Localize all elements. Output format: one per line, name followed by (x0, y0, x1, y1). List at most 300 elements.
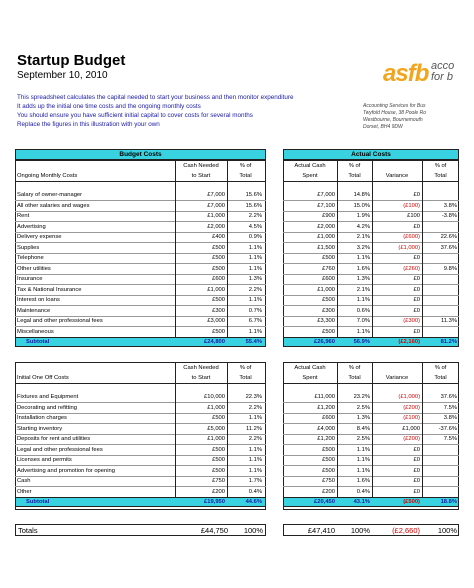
row-actual-pct: 1.3% (356, 276, 370, 282)
row-variance: £0 (413, 192, 420, 198)
address-line: Accounting Services for Bus (363, 103, 426, 109)
totals-actual-pct: 100% (350, 526, 370, 535)
row-label: Advertising and promotion for opening (17, 467, 115, 474)
row-variance: (£300) (403, 318, 420, 324)
row-cash-needed: £300 (212, 307, 225, 314)
table-row (15, 190, 266, 200)
row-budget-pct: 1.1% (248, 265, 262, 272)
subtotal-actual-pct: 56.9% (353, 339, 370, 345)
logo-side-line: acco (431, 60, 455, 72)
col-header-total: Total (239, 173, 252, 179)
col-header-actual-cash: Actual Cash (294, 163, 326, 169)
row-label: Fixtures and Equipment (17, 394, 79, 400)
subtotal-row (15, 497, 266, 507)
row-variance: £0 (413, 276, 420, 282)
header-divider (15, 181, 266, 182)
row-variance: £100 (407, 213, 420, 219)
subtotal-budget-pct: 55.4% (245, 339, 262, 345)
row-cash-needed: £500 (212, 446, 225, 453)
col-divider (175, 160, 176, 337)
row-cash-needed: £600 (212, 276, 225, 282)
table-row (15, 306, 266, 316)
table-row (283, 403, 459, 413)
row-variance-pct (422, 466, 459, 476)
row-actual-pct: 4.2% (356, 223, 370, 230)
subtotal-label: Subtotal (26, 339, 50, 345)
col-divider (227, 160, 228, 337)
col-header-spent: Spent (302, 173, 318, 179)
row-label: All other salaries and wages (17, 202, 90, 209)
oneoff-budget-table (15, 362, 266, 510)
row-variance: £0 (413, 223, 420, 230)
table-row (283, 211, 459, 221)
row-variance-pct: 9.8% (443, 265, 457, 272)
col-divider (422, 160, 423, 337)
table-row (283, 232, 459, 242)
table-row (283, 190, 459, 200)
row-variance: £0 (413, 457, 420, 463)
row-cash-needed: £500 (212, 457, 225, 463)
row-budget-pct: 1.1% (248, 457, 262, 463)
row-cash-needed: £2,000 (207, 223, 225, 230)
row-actual-spent: £1,000 (317, 286, 335, 293)
row-actual-pct: 1.1% (356, 328, 370, 335)
table-row (283, 327, 459, 337)
row-cash-needed: £500 (212, 297, 225, 303)
row-actual-pct: 1.1% (356, 457, 370, 463)
table-row (283, 466, 459, 476)
address-line: Dorset, BH4 9DW (363, 124, 403, 130)
logo-side-text (431, 61, 454, 83)
row-variance-pct (422, 455, 459, 465)
col-header-cash-needed: Cash Needed (183, 163, 219, 169)
row-variance: £0 (413, 478, 420, 484)
row-cash-needed: £500 (212, 255, 225, 261)
col-header-total: Total (348, 173, 361, 179)
intro-line: This spreadsheet calculates the capital needed to start your business and then monitor expenditure (17, 94, 294, 101)
table-header-row (283, 161, 459, 171)
row-variance-pct (422, 190, 459, 200)
totals-budget-pct: 100% (243, 526, 263, 535)
row-actual-pct: 15.0% (353, 202, 370, 209)
subtotal-actual-pct: 43.1% (353, 499, 370, 505)
subtotal-row (283, 497, 459, 507)
subtotal-budget-pct: 44.6% (245, 499, 262, 505)
col-header-spent: Spent (302, 375, 318, 381)
row-budget-pct: 15.6% (245, 202, 262, 209)
row-budget-pct: 0.4% (248, 488, 262, 495)
col-divider (337, 362, 338, 497)
col-divider (175, 362, 176, 497)
table-row (15, 211, 266, 221)
row-variance: £0 (413, 328, 420, 335)
row-label: Decorating and refitting (17, 404, 77, 411)
page-date: September 10, 2010 (17, 70, 108, 81)
table-row (283, 222, 459, 232)
col-header-pct: % of (239, 365, 252, 371)
row-label: Interest on loans (17, 297, 60, 303)
table-row (283, 306, 459, 316)
row-label: Delivery expense (17, 234, 62, 240)
row-cash-needed: £3,000 (207, 318, 225, 324)
row-budget-pct: 4.5% (248, 223, 262, 230)
table-header-row (283, 373, 459, 383)
table-row (15, 232, 266, 242)
col-header-var-pct: % of (434, 365, 447, 371)
table-row (283, 285, 459, 295)
row-variance-pct: 3.8% (443, 415, 457, 421)
row-variance: £0 (413, 307, 420, 314)
header-divider (283, 383, 459, 384)
table-row (15, 466, 266, 476)
table-row (283, 264, 459, 274)
company-address (363, 103, 474, 131)
row-variance: £0 (413, 446, 420, 453)
address-line: Twyfold House, 38 Poole Ro (363, 110, 426, 116)
row-label: Telephone (17, 255, 44, 261)
row-actual-pct: 1.9% (356, 213, 370, 219)
row-budget-pct: 2.2% (248, 436, 262, 442)
row-budget-pct: 0.7% (248, 307, 262, 314)
row-cash-needed: £750 (212, 478, 225, 484)
oneoff-actual-table (283, 362, 459, 510)
table-row (15, 295, 266, 305)
col-header-total: Total (348, 375, 361, 381)
row-cash-needed: £500 (212, 328, 225, 335)
row-variance: (£200) (403, 404, 420, 411)
row-variance-pct: 22.6% (440, 234, 457, 240)
table-row (15, 434, 266, 444)
row-variance-pct (422, 295, 459, 305)
section-title: Initial One Off Costs (17, 375, 69, 381)
intro-text (17, 93, 294, 129)
table-row (15, 413, 266, 423)
table-row (283, 201, 459, 211)
row-actual-pct: 2.1% (356, 234, 370, 240)
row-label: Other utilities (17, 265, 51, 272)
col-header-pct: % of (239, 163, 252, 169)
table-row (15, 253, 266, 263)
row-variance-pct: 37.6% (440, 394, 457, 400)
row-actual-spent: £500 (322, 328, 335, 335)
row-label: Starting inventory (17, 425, 63, 432)
row-actual-pct: 23.2% (353, 394, 370, 400)
row-actual-pct: 1.1% (356, 446, 370, 453)
company-logo (383, 58, 474, 94)
row-variance-pct: 7.5% (443, 404, 457, 411)
row-variance: £1,000 (402, 425, 420, 432)
row-variance-pct: 11.3% (440, 318, 457, 324)
row-cash-needed: £500 (212, 415, 225, 421)
table-row (15, 403, 266, 413)
row-label: Legal and other professional fees (17, 446, 103, 453)
table-row (15, 285, 266, 295)
monthly-budget-table (15, 160, 266, 345)
row-label: Installation charges (17, 415, 67, 421)
table-row (15, 327, 266, 337)
table-row (15, 487, 266, 497)
intro-line: Replace the figures in this illustration with your own (17, 121, 160, 128)
row-actual-pct: 8.4% (356, 425, 370, 432)
budget-costs-header: Budget Costs (15, 149, 266, 160)
totals-cash-needed: £44,750 (200, 526, 228, 535)
table-row (15, 445, 266, 455)
row-budget-pct: 1.1% (248, 297, 262, 303)
row-actual-pct: 1.3% (356, 415, 370, 421)
row-budget-pct: 1.1% (248, 328, 262, 335)
subtotal-variance-pct: 81.2% (440, 339, 457, 345)
row-actual-spent: £500 (322, 446, 335, 453)
col-header-actual-cash: Actual Cash (294, 365, 326, 371)
table-row (15, 201, 266, 211)
table-row (15, 424, 266, 434)
row-label: Rent (17, 213, 30, 219)
row-actual-spent: £600 (322, 415, 335, 421)
row-actual-spent: £760 (322, 265, 335, 272)
table-row (15, 316, 266, 326)
row-actual-pct: 0.6% (356, 307, 370, 314)
subtotal-cash-needed: £19,950 (204, 499, 225, 505)
subtotal-cash-needed: £24,800 (204, 339, 225, 345)
subtotal-variance: (£2,160) (398, 339, 420, 345)
row-variance-pct (422, 476, 459, 486)
row-label: Supplies (17, 244, 40, 251)
row-variance-pct (422, 327, 459, 337)
row-variance: £0 (413, 286, 420, 293)
table-row (283, 434, 459, 444)
row-variance: (£1,000) (398, 394, 420, 400)
col-header-to-start: to Start (191, 375, 211, 381)
row-actual-pct: 2.1% (356, 286, 370, 293)
row-cash-needed: £1,000 (207, 404, 225, 411)
row-actual-spent: £2,000 (317, 223, 335, 230)
row-variance-pct (422, 487, 459, 497)
col-divider (422, 362, 423, 497)
row-variance-pct (422, 306, 459, 316)
row-actual-spent: £11,000 (314, 394, 335, 400)
row-variance: £0 (413, 467, 420, 474)
subtotal-row (283, 337, 459, 347)
row-cash-needed: £1,000 (207, 286, 225, 293)
row-label: Cash (17, 478, 31, 484)
col-divider (227, 362, 228, 497)
row-budget-pct: 2.2% (248, 286, 262, 293)
col-header-variance: Variance (385, 173, 409, 179)
row-actual-spent: £600 (322, 276, 335, 282)
row-variance-pct (422, 253, 459, 263)
subtotal-actual-spent: £26,960 (314, 339, 335, 345)
row-budget-pct: 1.7% (248, 478, 262, 484)
row-budget-pct: 2.2% (248, 404, 262, 411)
row-label: Miscellaneous (17, 328, 54, 335)
row-actual-pct: 2.5% (356, 404, 370, 411)
col-header-total: Total (239, 375, 252, 381)
row-variance-pct: 37.6% (440, 244, 457, 251)
row-budget-pct: 11.2% (245, 425, 262, 432)
table-header-row (15, 161, 266, 171)
logo-side-line: for b (431, 71, 454, 83)
col-header-var-total: Total (434, 375, 447, 381)
table-row (283, 392, 459, 402)
row-actual-spent: £900 (322, 213, 335, 219)
row-variance-pct (422, 222, 459, 232)
row-variance-pct: 7.5% (443, 436, 457, 442)
col-header-pct: % of (348, 163, 361, 169)
row-variance-pct: 3.8% (443, 202, 457, 209)
row-budget-pct: 1.1% (248, 467, 262, 474)
row-label: Salary of owner-manager (17, 192, 83, 198)
row-cash-needed: £400 (212, 234, 225, 240)
row-actual-pct: 1.1% (356, 467, 370, 474)
subtotal-variance-pct: 18.8% (440, 499, 457, 505)
table-row (15, 455, 266, 465)
subtotal-variance: (£500) (403, 499, 420, 505)
row-actual-pct: 0.4% (356, 488, 370, 495)
row-variance-pct: -37.6% (438, 425, 457, 432)
row-actual-spent: £1,200 (317, 436, 335, 442)
row-actual-spent: £1,200 (317, 404, 335, 411)
row-budget-pct: 1.3% (248, 276, 262, 282)
row-variance: (£1,000) (398, 244, 420, 251)
row-budget-pct: 6.7% (248, 318, 262, 324)
subtotal-row (15, 337, 266, 347)
col-header-cash-needed: Cash Needed (183, 365, 219, 371)
row-actual-spent: £500 (322, 255, 335, 261)
row-actual-spent: £200 (322, 488, 335, 495)
row-label: Licenses and permits (17, 457, 72, 463)
table-row (283, 243, 459, 253)
row-cash-needed: £7,000 (207, 202, 225, 209)
row-variance-pct (422, 274, 459, 284)
row-cash-needed: £5,000 (207, 425, 225, 432)
row-variance: (£100) (403, 415, 420, 421)
row-budget-pct: 2.2% (248, 213, 262, 219)
table-row (283, 295, 459, 305)
table-header-row (283, 363, 459, 373)
row-variance: £0 (413, 297, 420, 303)
row-budget-pct: 1.1% (248, 244, 262, 251)
row-label: Advertising (17, 223, 46, 230)
row-budget-pct: 1.1% (248, 415, 262, 421)
row-actual-spent: £500 (322, 297, 335, 303)
row-budget-pct: 15.6% (245, 192, 262, 198)
page-title: Startup Budget (17, 52, 126, 69)
row-actual-spent: £500 (322, 457, 335, 463)
row-budget-pct: 1.1% (248, 255, 262, 261)
row-cash-needed: £1,000 (207, 436, 225, 442)
row-variance: £0 (413, 255, 420, 261)
table-header-row (283, 171, 459, 181)
col-divider (337, 160, 338, 337)
row-cash-needed: £10,000 (204, 394, 225, 400)
row-cash-needed: £500 (212, 265, 225, 272)
row-actual-spent: £500 (322, 467, 335, 474)
row-label: Insurance (17, 276, 43, 282)
row-variance: £0 (413, 488, 420, 495)
table-row (15, 243, 266, 253)
table-header-row (15, 171, 266, 181)
actual-costs-header: Actual Costs (283, 149, 459, 160)
row-actual-pct: 3.2% (356, 244, 370, 251)
table-row (283, 424, 459, 434)
row-label: Maintenance (17, 307, 51, 314)
row-variance: (£200) (403, 436, 420, 442)
intro-line: You should ensure you have sufficient initial capital to cover costs for several months (17, 112, 253, 119)
row-actual-spent: £3,300 (317, 318, 335, 324)
monthly-actual-table (283, 160, 459, 345)
table-row (283, 487, 459, 497)
header-divider (15, 383, 266, 384)
subtotal-label: Subtotal (26, 499, 50, 505)
row-actual-pct: 14.8% (353, 192, 370, 198)
row-actual-pct: 1.1% (356, 297, 370, 303)
row-actual-spent: £4,000 (317, 425, 335, 432)
row-label: Other (17, 488, 32, 495)
row-variance-pct: -3.8% (441, 213, 457, 219)
table-row (15, 392, 266, 402)
col-header-var-pct: % of (434, 163, 447, 169)
row-budget-pct: 1.1% (248, 446, 262, 453)
row-variance: (£600) (403, 234, 420, 240)
table-row (283, 274, 459, 284)
col-header-pct: % of (348, 365, 361, 371)
row-cash-needed: £200 (212, 488, 225, 495)
header-divider (283, 181, 459, 182)
row-actual-spent: £7,100 (317, 202, 335, 209)
table-row (283, 316, 459, 326)
row-actual-spent: £1,500 (317, 244, 335, 251)
row-label: Tax & National Insurance (17, 286, 82, 293)
table-row (283, 476, 459, 486)
col-header-var-total: Total (434, 173, 447, 179)
col-header-to-start: to Start (191, 173, 211, 179)
col-divider (372, 362, 373, 497)
totals-label: Totals (18, 526, 38, 535)
table-row (283, 455, 459, 465)
row-cash-needed: £500 (212, 467, 225, 474)
row-budget-pct: 22.3% (245, 394, 262, 400)
table-row (283, 413, 459, 423)
row-actual-pct: 7.0% (356, 318, 370, 324)
totals-actual-spent: £47,410 (307, 526, 335, 535)
totals-variance-pct: 100% (437, 526, 457, 535)
col-divider (372, 160, 373, 337)
logo-mark: asfb (383, 60, 429, 87)
row-actual-spent: £7,000 (317, 192, 335, 198)
table-row (15, 476, 266, 486)
row-actual-spent: £300 (322, 307, 335, 314)
row-actual-pct: 1.1% (356, 255, 370, 261)
row-actual-spent: £1,000 (317, 234, 335, 240)
row-actual-pct: 1.6% (356, 478, 370, 484)
table-row (15, 222, 266, 232)
row-actual-pct: 1.6% (356, 265, 370, 272)
row-label: Deposits for rent and utilities (17, 436, 91, 442)
row-variance: (£100) (403, 202, 420, 209)
table-header-row (15, 373, 266, 383)
totals-variance: (£2,660) (392, 526, 420, 535)
section-title: Ongoing Monthly Costs (17, 173, 78, 179)
row-label: Legal and other professional fees (17, 318, 103, 324)
row-variance-pct (422, 285, 459, 295)
row-cash-needed: £1,000 (207, 213, 225, 219)
subtotal-actual-spent: £20,450 (314, 499, 335, 505)
row-budget-pct: 0.9% (248, 234, 262, 240)
row-cash-needed: £500 (212, 244, 225, 251)
table-row (15, 264, 266, 274)
row-actual-pct: 2.5% (356, 436, 370, 442)
table-row (15, 274, 266, 284)
